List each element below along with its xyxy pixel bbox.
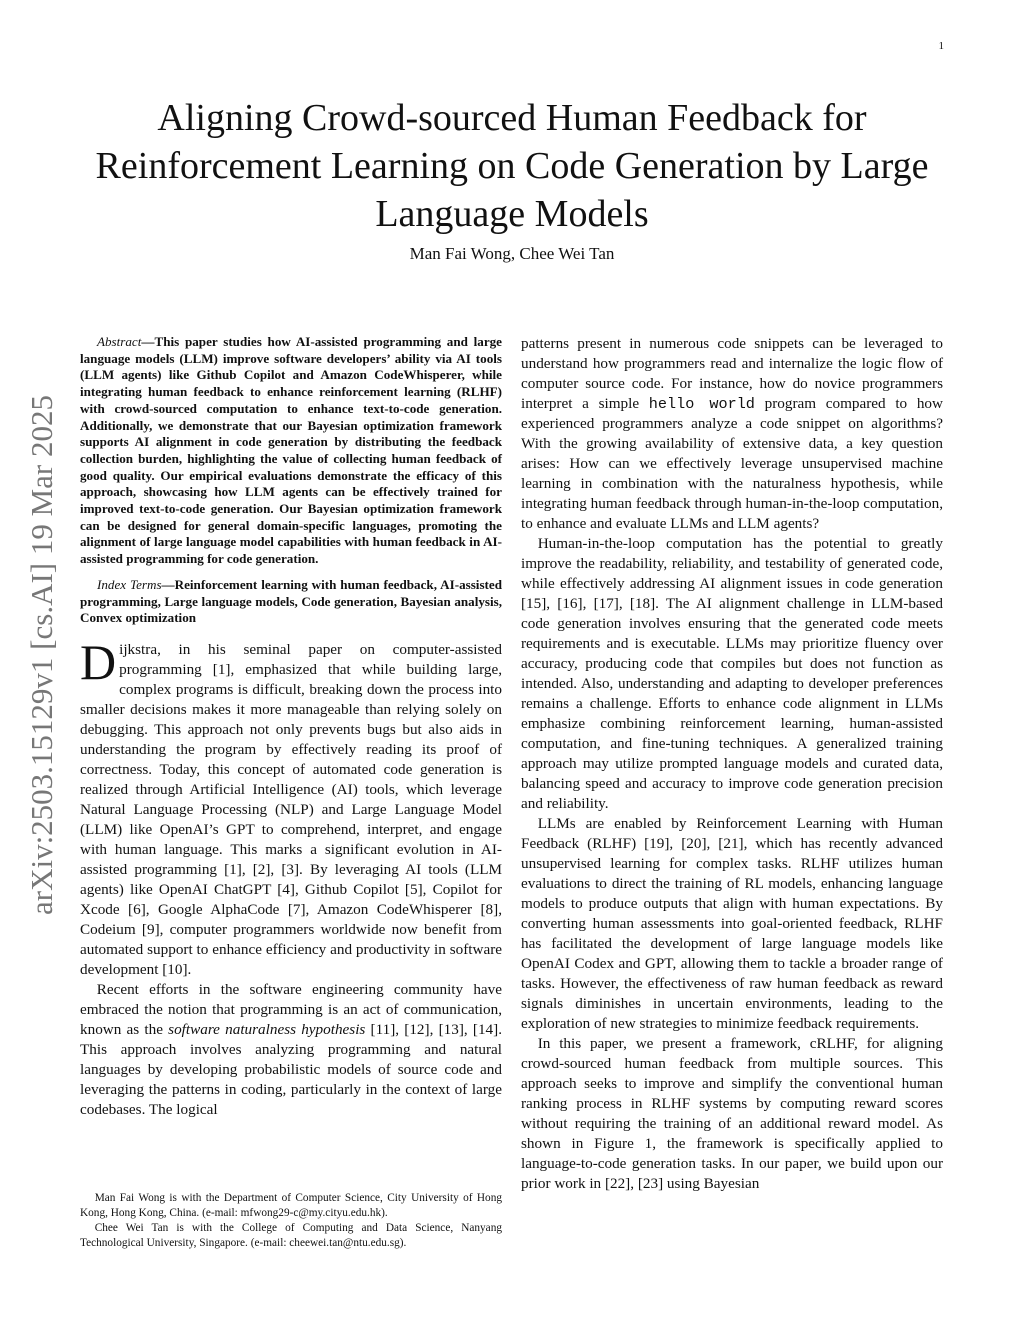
intro-paragraph-6: In this paper, we present a framework, cRLHF, for aligning crowd-sourced human feedback from multiple sources. This approach seeks to improve and simplify the conventional human ranking process in RLHF systems by computing reward scores without requiring the training of an additional reward model. As shown in Figure 1, the framework is specifically applied to language-to-code generation tasks. In our paper, we build upon our prior work in [22], [23] using Bayesian <box>521 1035 943 1192</box>
abstract-text: —This paper studies how AI-assisted programming and large language models (LLM) improve software developers’ ability via AI tools (LLM agents) like Github Copilot and Amazon CodeWhisperer, while integrating human feedback to enhance reinforcement learning (RLHF) with crowd-sourced computation to enhance text-to-code generation. Additionally, we demonstrate that our Bayesian optimization framework supports AI alignment in code generation by distributing the feedback collection burden, highlighting the value of collecting human feedback of good quality. Our empirical evaluations demonstrate the efficacy of this approach, showcasing how LLM agents can be effectively trained for improved text-to-code generation. Our Bayesian optimization framework can be designed for general domain-specific languages, promoting the alignment of large language model capabilities with human feedback in AI-assisted programming for code generation. <box>80 334 502 567</box>
drop-cap: D <box>80 633 117 690</box>
footnote-1: Man Fai Wong is with the Department of Computer Science, City University of Hong Kong, Hong Kong, China. (e-mail: mfwong29-c@my.cityu.edu.hk). <box>80 1192 502 1219</box>
emphasis-text: software naturalness hypothesis <box>168 1020 366 1038</box>
index-terms-text: —Reinforcement learning with human feedback, AI-assisted programming, Large language models, Code generation, Bayesian analysis, Convex optimization <box>80 576 502 626</box>
paragraph-text: Recent efforts in the software engineering community have embraced the notion that programming is an act of communication, known as the <box>80 980 502 1038</box>
intro-paragraph-4: Human-in-the-loop computation has the potential to greatly improve the readability, reliability, and testability of generated code, while effectively addressing AI alignment issues in code generation [15], [16], [17], [18]. The AI alignment challenge in LLM-based code generation involves ensuring that the generated code meets requirements and is executable. LLMs may prioritize fluency over accuracy, producing code that compiles but does not function as intended. Also, understanding and adapting to developer preferences remains a challenge. Efforts to enhance code alignment in LLMs emphasize combining reinforcement learning, human-assisted computation, and fine-tuning techniques. A generalized training approach may utilize prompted language models and curated data, balancing speed and accuracy to improve code generation precision and reliability. <box>521 535 943 812</box>
intro-paragraph-5: LLMs are enabled by Reinforcement Learning with Human Feedback (RLHF) [19], [20], [21], which has recently advanced unsupervised learning for complex tasks. RLHF utilizes human evaluations to direct the training of RL models, enhancing language models to produce outputs that align with human expectations. By converting human assessments into goal-oriented feedback, RLHF has facilitated the development of large language models like OpenAI Codex and GPT, allowing them to tackle a broader range of tasks. However, the effectiveness of raw human feedback as reward signals diminishes in uncertain environments, leading to the exploration of new strategies to minimize feedback requirements. <box>521 815 943 1032</box>
paragraph-text: patterns present in numerous code snippets can be leveraged to understand how programmers read and internalize the logic flow of computer source code. For instance, how do novice programmers interpret a simple <box>521 335 943 412</box>
inline-code: hello world <box>648 395 755 413</box>
index-terms-label: Index Terms <box>97 576 162 592</box>
abstract <box>80 334 502 568</box>
footnotes <box>80 1191 502 1251</box>
right-column <box>521 334 943 1194</box>
authors: Man Fai Wong, Chee Wei Tan <box>409 244 615 263</box>
footnote-2: Chee Wei Tan is with the College of Computing and Data Science, Nanyang Technological University, Singapore. (e-mail: cheewei.tan@ntu.edu.sg). <box>80 1222 502 1249</box>
page-number: 1 <box>938 40 944 52</box>
index-terms <box>80 577 502 627</box>
arxiv-id: arXiv:2503.15129v1 [cs.AI] 19 Mar 2025 <box>24 394 59 916</box>
left-column <box>80 334 502 1120</box>
arxiv-sidebar <box>22 360 62 950</box>
paragraph-text: ijkstra, in his seminal paper on computer-assisted programming [1], emphasized that while building large, complex programs is difficult, breaking down the process into smaller decisions makes it more manageable than relying solely on debugging. This approach not only prevents bugs but also aids in understanding the program by effectively reading its proof of correctness. Today, this concept of automated code generation is realized through Artificial Intelligence (AI) tools, which leverage Natural Language Processing (NLP) and Large Language Model (LLM) like OpenAI’s GPT to comprehend, interpret, and engage with human language. This marks a significant evolution in AI-assisted programming [1], [2], [3]. By leveraging AI tools (LLM agents) like OpenAI ChatGPT [4], Github Copilot [5], Copilot for Xcode [6], Google AlphaCode [7], Amazon CodeWhisperer [8], Codeium [9], computer programmers worldwide now benefit from automated support to enhance efficiency and productivity in software development [10]. <box>80 640 502 978</box>
paper-title: Aligning Crowd-sourced Human Feedback for Reinforcement Learning on Code Generation by Large Language Models <box>95 97 929 235</box>
paragraph-text: [11], [12], [13], [14]. This approach involves analyzing programming and natural languages by developing probabilistic models of source code and leveraging the patterns in coding, particularly in the context of large codebases. The logical <box>80 1020 502 1118</box>
intro-paragraph-1 <box>80 633 502 980</box>
intro-paragraph-3 <box>521 334 943 534</box>
paragraph-text: program compared to how experienced programmers analyze a code snippet on algorithms? With the growing availability of extensive data, a key question arises: How can we effectively leverage unsupervised machine learning in combination with the naturalness hypothesis, while integrating human feedback through human-in-the-loop computation, to enhance and evaluate LLMs and LLM agents? <box>521 395 943 532</box>
intro-paragraph-2 <box>80 980 502 1120</box>
abstract-label: Abstract <box>97 334 142 349</box>
